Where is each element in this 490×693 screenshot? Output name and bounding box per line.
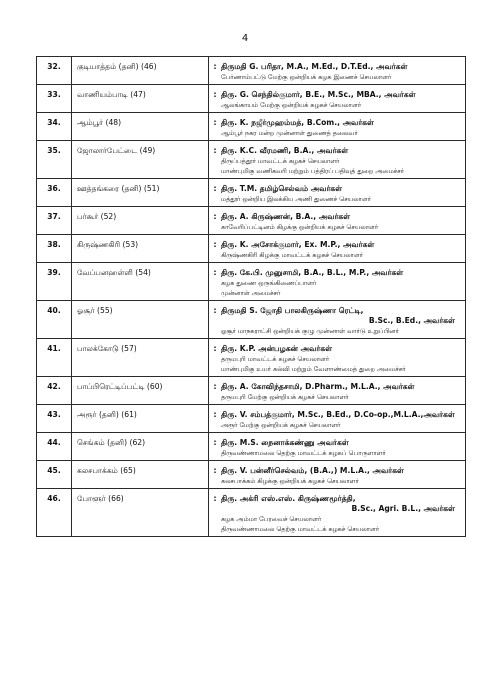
row-number: 40. bbox=[37, 301, 72, 339]
separator-colon: : bbox=[213, 410, 217, 419]
separator-colon: : bbox=[213, 494, 217, 503]
separator-colon: : bbox=[213, 62, 217, 71]
candidate-cell bbox=[209, 179, 466, 207]
candidate-cell bbox=[209, 339, 466, 377]
candidate-cell bbox=[209, 207, 466, 235]
constituency-name: வேப்பனஹள்ளி (54) bbox=[72, 263, 209, 301]
candidate-cell bbox=[209, 489, 466, 537]
candidate-designation: திருப்பத்தூர் மாவட்டக் கழகச் செயலாளர் bbox=[221, 157, 340, 165]
row-number: 32. bbox=[37, 57, 72, 85]
table-row bbox=[37, 461, 466, 489]
candidate-name: திரு. K. நஜீர்முஹம்மத், B.Com., அவர்கள் bbox=[221, 118, 374, 127]
constituency-name: பாப்பிரெட்டிப்பட்டி (60) bbox=[72, 377, 209, 405]
row-number: 35. bbox=[37, 141, 72, 179]
candidate-designation: திருவண்ணாமலை தெற்கு மாவட்டக் கழகப் பொருளாளர் bbox=[221, 449, 386, 457]
candidate-designation: ஓசூர் மாநகராட்சி ஒன்றியக் குழு முன்னாள் வார்டு உறுப்பினர் bbox=[221, 327, 399, 335]
table-row bbox=[37, 207, 466, 235]
candidate-cell bbox=[209, 85, 466, 113]
constituency-name: அரூர் (தனி) (61) bbox=[72, 405, 209, 433]
candidate-designation: முன்னாள் அமைச்சர் bbox=[221, 289, 281, 297]
constituency-name: பர்கூர் (52) bbox=[72, 207, 209, 235]
row-number: 39. bbox=[37, 263, 72, 301]
separator-colon: : bbox=[213, 146, 217, 155]
constituency-name: போளூர் (66) bbox=[72, 489, 209, 537]
row-number: 43. bbox=[37, 405, 72, 433]
candidate-designation: மத்தூர் ஒன்றிய இலக்கிய அணி துணைச் செயலாளர் bbox=[221, 195, 371, 203]
constituency-name: ஜோலார்பேட்டை (49) bbox=[72, 141, 209, 179]
candidate-cell bbox=[209, 301, 466, 339]
table-row bbox=[37, 263, 466, 301]
separator-colon: : bbox=[213, 240, 217, 249]
row-number: 38. bbox=[37, 235, 72, 263]
candidate-cell bbox=[209, 433, 466, 461]
candidate-designation: காவேரிப்பட்டினம் கிழக்கு ஒன்றியக் கழகச் செயலாளர் bbox=[221, 223, 379, 231]
candidate-designation: தருமபுரி மேற்கு ஒன்றியக் கழகச் செயலாளர் bbox=[221, 393, 349, 401]
candidate-designation: கலசபாக்கம் கிழக்கு ஒன்றியக் கழகச் செயலாளர் bbox=[221, 477, 359, 485]
candidate-name: திரு. K.P. அன்பழகன் அவர்கள் bbox=[221, 344, 333, 353]
candidate-cell bbox=[209, 461, 466, 489]
candidate-cell bbox=[209, 113, 466, 141]
table-row bbox=[37, 113, 466, 141]
row-number: 45. bbox=[37, 461, 72, 489]
constituency-name: ஊத்தங்கரை (தனி) (51) bbox=[72, 179, 209, 207]
candidate-designation: பேர்ணாம்பட்டு மேற்கு ஒன்றியக் கழக இணைச் செயலாளர் bbox=[221, 73, 392, 81]
table-row bbox=[37, 85, 466, 113]
row-number: 41. bbox=[37, 339, 72, 377]
separator-colon: : bbox=[213, 466, 217, 475]
candidate-designation: மாண்புமிகு உயர் கல்வி மற்றும் வேளாண்மைத் துறை அமைச்சர் bbox=[221, 365, 406, 373]
candidate-designation: ஆலங்காயம் மேற்கு ஒன்றியக் கழகச் செயலாளர் bbox=[221, 101, 362, 109]
candidate-name: திரு. கே.பி. முனுசாமி, B.A., B.L., M.P., அவர்கள் bbox=[221, 268, 404, 277]
candidate-designation: கழக துணை ஒருங்கிணைப்பாளர் bbox=[221, 279, 317, 287]
candidate-name: திரு. M.S. நைனாக்கண்ணு அவர்கள் bbox=[221, 438, 349, 447]
separator-colon: : bbox=[213, 382, 217, 391]
candidates-table bbox=[36, 56, 466, 537]
candidate-designation: ஆம்பூர் நகர மன்ற முன்னாள் துணைத் தலைவர் bbox=[221, 129, 358, 137]
candidate-designation: மாண்புமிகு வணிகவரி மற்றும் பத்திரப் பதிவுத் துறை அமைச்சர் bbox=[221, 167, 405, 175]
candidate-name: திரு. G. செந்தில்குமார், B.E., M.Sc., MBA., அவர்கள் bbox=[221, 90, 416, 99]
table-row bbox=[37, 377, 466, 405]
candidate-name: திரு. A. கிருஷ்ணன், B.A., அவர்கள் bbox=[221, 212, 351, 221]
table-row bbox=[37, 141, 466, 179]
candidate-name: திரு. A. கோவிந்தசாமி, D.Pharm., M.L.A., அவர்கள் bbox=[221, 382, 415, 391]
constituency-name: வாணியம்பாடி (47) bbox=[72, 85, 209, 113]
candidate-cell bbox=[209, 57, 466, 85]
table-row bbox=[37, 301, 466, 339]
table-row bbox=[37, 489, 466, 537]
constituency-name: கிருஷ்ணகிரி (53) bbox=[72, 235, 209, 263]
candidate-name: திரு. T.M. தமிழ்செல்வம் அவர்கள் bbox=[221, 184, 343, 193]
constituency-name: ஓசூர் (55) bbox=[72, 301, 209, 339]
candidate-designation: திருவண்ணாமலை தெற்கு மாவட்டக் கழகச் செயலாளர் bbox=[221, 525, 380, 533]
candidate-name: திரு. V. பன்னீர்செல்வம், (B.A.,) M.L.A., அவர்கள் bbox=[221, 466, 404, 475]
candidate-name: திரு. K. அசோக்குமார், Ex. M.P., அவர்கள் bbox=[221, 240, 375, 249]
row-number: 34. bbox=[37, 113, 72, 141]
candidate-cell bbox=[209, 235, 466, 263]
constituency-name: பாலக்கோடு (57) bbox=[72, 339, 209, 377]
table-row bbox=[37, 179, 466, 207]
row-number: 33. bbox=[37, 85, 72, 113]
separator-colon: : bbox=[213, 268, 217, 277]
candidate-designation: அரூர் மேற்கு ஒன்றியக் கழகச் செயலாளர் bbox=[221, 421, 341, 429]
candidate-name: B.Sc., Agri. B.L., அவர்கள் bbox=[351, 504, 455, 513]
candidate-cell bbox=[209, 405, 466, 433]
constituency-name: செங்கம் (தனி) (62) bbox=[72, 433, 209, 461]
constituency-name: ஆம்பூர் (48) bbox=[72, 113, 209, 141]
row-number: 36. bbox=[37, 179, 72, 207]
separator-colon: : bbox=[213, 118, 217, 127]
table-row bbox=[37, 235, 466, 263]
separator-colon: : bbox=[213, 184, 217, 193]
candidate-name: B.Sc., B.Ed., அவர்கள் bbox=[368, 316, 455, 325]
row-number: 37. bbox=[37, 207, 72, 235]
candidate-cell bbox=[209, 141, 466, 179]
constituency-name: கலசபாக்கம் (65) bbox=[72, 461, 209, 489]
separator-colon: : bbox=[213, 438, 217, 447]
candidate-name: திரு. K.C. வீரமணி, B.A., அவர்கள் bbox=[221, 146, 349, 155]
table-row bbox=[37, 405, 466, 433]
candidate-designation: தருமபுரி மாவட்டக் கழகச் செயலாளர் bbox=[221, 355, 330, 363]
candidates-table-body bbox=[37, 57, 466, 537]
separator-colon: : bbox=[213, 212, 217, 221]
candidate-name: திரு. அக்ரி எஸ்.எஸ். கிருஷ்ணமூர்த்தி, bbox=[221, 494, 356, 503]
candidate-designation: கழக அம்மா பேரவைச் செயலாளர் bbox=[221, 515, 322, 523]
row-number: 46. bbox=[37, 489, 72, 537]
separator-colon: : bbox=[213, 90, 217, 99]
table-row bbox=[37, 339, 466, 377]
candidate-name: திரு. V. சம்பத்குமார், M.Sc., B.Ed., D.Co-op.,M.L.A.,அவர்கள் bbox=[221, 410, 455, 419]
candidate-name: திருமதி S. ஜோதி பாலகிருஷ்ணா ரெட்டி, bbox=[221, 306, 364, 315]
table-row bbox=[37, 57, 466, 85]
constituency-name: குடியாத்தம் (தனி) (46) bbox=[72, 57, 209, 85]
separator-colon: : bbox=[213, 344, 217, 353]
candidate-cell bbox=[209, 377, 466, 405]
table-row bbox=[37, 433, 466, 461]
row-number: 44. bbox=[37, 433, 72, 461]
candidate-designation: கிருஷ்ணகிரி கிழக்கு மாவட்டக் கழகச் செயலாளர் bbox=[221, 251, 363, 259]
candidate-cell bbox=[209, 263, 466, 301]
separator-colon: : bbox=[213, 306, 217, 315]
candidate-name: திருமதி G. பரிதா, M.A., M.Ed., D.T.Ed., அவர்கள் bbox=[221, 62, 408, 71]
row-number: 42. bbox=[37, 377, 72, 405]
page-number: 4 bbox=[241, 33, 249, 44]
